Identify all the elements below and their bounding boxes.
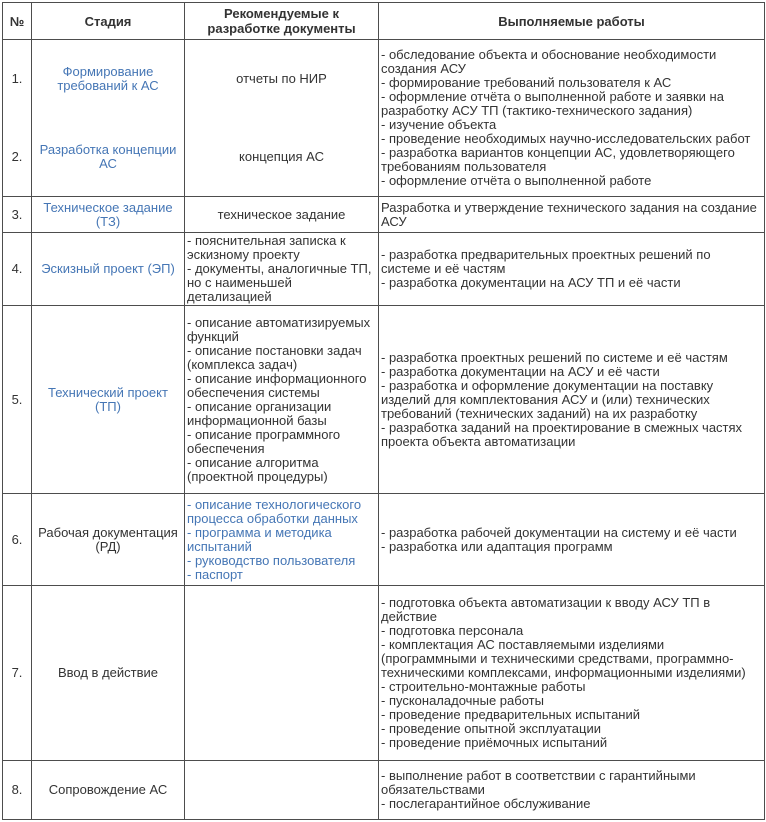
work-item: Разработка и утверждение технического задания на создание АСУ — [381, 199, 757, 229]
documents-cell — [185, 118, 379, 197]
row-number: 5. — [3, 306, 32, 494]
work-item: - разработка документации на АСУ ТП и её части — [381, 275, 681, 290]
work-item: - обследование объекта и обоснование необходимости создания АСУ — [381, 47, 717, 76]
document-item: - документы, аналогичные ТП, но с наименьшей детализацией — [187, 261, 372, 304]
stage-cell — [32, 197, 185, 233]
stage-cell — [32, 40, 185, 118]
document-item: - описание программного обеспечения — [187, 426, 341, 456]
document-item: - описание организации информационной базы — [187, 398, 332, 428]
works-cell — [379, 233, 765, 306]
stage-link[interactable]: Эскизный проект (ЭП) — [41, 261, 175, 276]
stage-label: Сопровождение АС — [48, 782, 168, 797]
document-item: - описание алгоритма (проектной процедуры) — [187, 454, 328, 484]
column-header-number: № — [3, 3, 32, 40]
document-link-item[interactable]: - паспорт — [187, 566, 243, 582]
documents-cell — [185, 233, 379, 306]
header-row — [3, 3, 765, 40]
document-item: - пояснительная записка к эскизному проекту — [187, 233, 346, 262]
row-number: 7. — [3, 586, 32, 761]
work-item: - разработка проектных решений по системе и её частям — [381, 349, 728, 365]
work-item: - строительно-монтажные работы — [381, 679, 586, 694]
document-item: отчеты по НИР — [236, 70, 327, 86]
works-cell — [379, 40, 765, 197]
document-link-item[interactable]: - программа и методика испытаний — [187, 524, 332, 554]
document-item: - описание постановки задач (комплекса задач) — [187, 342, 362, 372]
document-link-item[interactable]: - руководство пользователя — [187, 552, 356, 568]
work-item: - проведение предварительных испытаний — [381, 707, 641, 722]
work-item: - разработка предварительных проектных решений по системе и её частям — [381, 247, 711, 276]
stage-label: Рабочая документация (РД) — [38, 524, 178, 554]
work-item: - разработка документации на АСУ и её части — [381, 363, 660, 379]
column-header-documents: Рекомендуемые к разработке документы — [185, 3, 379, 40]
work-item: - разработка заданий на проектирование в смежных частях проекта объекта автоматизации — [381, 419, 743, 449]
table-row-stage-6 — [3, 494, 765, 586]
table-row-stage-5 — [3, 306, 765, 494]
document-item: - описание автоматизируемых функций — [187, 314, 371, 344]
stage-cell — [32, 761, 185, 820]
work-item: - разработка рабочей документации на систему и её части — [381, 524, 737, 540]
work-item: - подготовка объекта автоматизации к вводу АСУ ТП в действие — [381, 595, 711, 624]
row-number: 4. — [3, 233, 32, 306]
works-cell — [379, 586, 765, 761]
row-number: 3. — [3, 197, 32, 233]
stage-link[interactable]: Техническое задание (ТЗ) — [43, 199, 173, 229]
stage-link[interactable]: Технический проект (ТП) — [48, 384, 168, 414]
work-item: - разработка или адаптация программ — [381, 538, 613, 554]
document-item: концепция АС — [239, 148, 324, 164]
document-item: - описание информационного обеспечения системы — [187, 370, 367, 400]
stage-label: Ввод в действие — [57, 665, 159, 680]
document-item: техническое задание — [217, 206, 346, 222]
works-cell — [379, 306, 765, 494]
stage-cell — [32, 118, 185, 197]
stage-link[interactable]: Разработка концепции АС — [39, 141, 177, 171]
table-row-stage-3 — [3, 197, 765, 233]
work-item: - формирование требований пользователя к АС — [381, 75, 672, 90]
work-item: - подготовка персонала — [381, 623, 524, 638]
documents-cell — [185, 306, 379, 494]
table-row-stage-7 — [3, 586, 765, 761]
documents-cell — [185, 586, 379, 761]
table-row-stage-4 — [3, 233, 765, 306]
work-item: - проведение необходимых научно-исследовательских работ — [381, 131, 751, 146]
works-cell — [379, 197, 765, 233]
work-item: - проведение приёмочных испытаний — [381, 735, 608, 750]
work-item: - оформление отчёта о выполненной работе — [381, 173, 652, 188]
works-cell — [379, 494, 765, 586]
work-item: - проведение опытной эксплуатации — [381, 721, 601, 736]
table-row-stage-8 — [3, 761, 765, 820]
documents-cell — [185, 40, 379, 118]
stage-link[interactable]: Формирование требований к АС — [57, 63, 159, 93]
stage-cell — [32, 494, 185, 586]
work-item: - комплектация АС поставляемыми изделиями (программными и техническими средствами, программно-техническими комплексами, информационными изделиями) — [381, 637, 746, 680]
work-item: - послегарантийное обслуживание — [381, 796, 591, 811]
stage-cell — [32, 233, 185, 306]
row-number: 1. — [3, 40, 32, 118]
work-item: - изучение объекта — [381, 117, 497, 132]
row-number: 2. — [3, 118, 32, 197]
table-row-stage-1 — [3, 40, 765, 118]
work-item: - разработка вариантов концепции АС, удовлетворяющего требованиям пользователя — [381, 145, 735, 174]
work-item: - выполнение работ в соответствии с гарантийными обязательствами — [381, 768, 696, 797]
table-body — [3, 40, 765, 820]
column-header-works: Выполняемые работы — [379, 3, 765, 40]
documents-cell — [185, 197, 379, 233]
stages-table — [2, 2, 765, 820]
documents-cell — [185, 494, 379, 586]
column-header-stage: Стадия — [32, 3, 185, 40]
works-cell — [379, 761, 765, 820]
row-number: 6. — [3, 494, 32, 586]
stage-cell — [32, 586, 185, 761]
document-link-item[interactable]: - описание технологического процесса обработки данных — [187, 496, 362, 526]
row-number: 8. — [3, 761, 32, 820]
work-item: - оформление отчёта о выполненной работе и заявки на разработку АСУ ТП (тактико-технического задания) — [381, 89, 724, 118]
work-item: - пусконаладочные работы — [381, 693, 544, 708]
stage-cell — [32, 306, 185, 494]
work-item: - разработка и оформление документации на поставку изделий для комплектования АСУ и (или) технических требований (технических заданий) на их разработку — [381, 377, 714, 421]
documents-cell — [185, 761, 379, 820]
